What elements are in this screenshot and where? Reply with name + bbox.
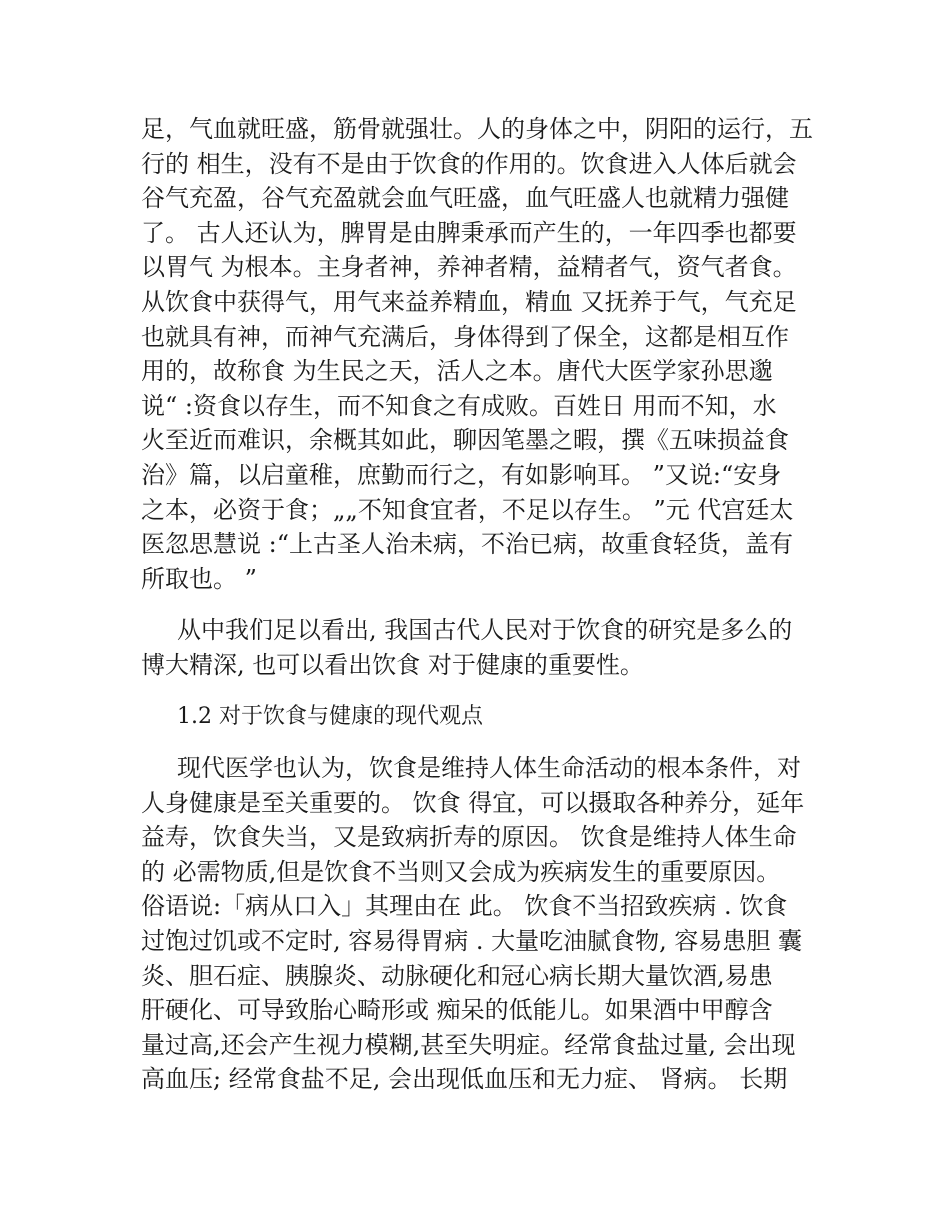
text-line: 过饱过饥或不定时, 容易得胃病 . 大量吃油腻食物, 容易患胆 囊 [141, 927, 803, 956]
text-line: 高血压; 经常食盐不足, 会出现低血压和无力症、 肾病。 长期 [141, 1065, 788, 1094]
paragraph-conclusion [141, 613, 813, 682]
text-line: 行的 相生，没有不是由于饮食的作用的。饮食进入人体后就会 [141, 149, 797, 178]
text-line: 益寿，饮食失当，又是致病折寿的原因。 饮食是维持人体生命 [141, 823, 797, 852]
paragraph-modern-views [141, 751, 813, 1097]
text-line: 现代医学也认为，饮食是维持人体生命活动的根本条件，对 [177, 754, 801, 783]
text-line: 火至近而难识，余概其如此，聊因笔墨之暇，撰《五味损益食 [141, 426, 789, 455]
text-line: 也就具有神，而神气充满后，身体得到了保全，这都是相互作 [141, 322, 789, 351]
text-line: 了。 古人还认为，脾胃是由脾秉承而产生的，一年四季也都要 [141, 218, 797, 247]
text-line: 人身健康是至关重要的。 饮食 得宜，可以摄取各种养分，延年 [141, 788, 805, 817]
text-line: 治》篇，以启童稚，庶勤而行之，有如影响耳。 ”又说:“安身 [141, 460, 782, 489]
text-line: 从饮食中获得气，用气来益养精血，精血 又抚养于气，气充足 [141, 287, 797, 316]
text-line: 的 必需物质,但是饮食不当则又会成为疾病发生的重要原因。 [141, 857, 781, 886]
text-line: 医忽思慧说 :“上古圣人治未病，不治已病，故重食轻货，盖有 [141, 530, 793, 559]
text-line: 炎、胆石症、胰腺炎、动脉硬化和冠心病长期大量饮酒,易患 [141, 961, 773, 990]
paragraph-ancient-views [141, 112, 813, 596]
text-line: 足，气血就旺盛，筋骨就强壮。人的身体之中，阴阳的运行，五 [141, 115, 813, 143]
text-line: 俗语说:「病从口入」其理由在 此。 饮食不当招致疾病 . 饮食 [141, 892, 788, 921]
text-line: 之本，必资于食；„„不知食宜者，不足以存生。 ”元 代宫廷太 [141, 495, 794, 524]
text-line: 肝硬化、可导致胎心畸形或 痴呆的低能儿。如果酒中甲醇含 [141, 996, 773, 1025]
text-line: 所取也。 ” [141, 564, 257, 593]
text-line: 谷气充盈，谷气充盈就会血气旺盛，血气旺盛人也就精力强健 [141, 184, 789, 213]
text-line: 以胃气 为根本。主身者神，养神者精，益精者气，资气者食。 [141, 253, 797, 282]
section-heading-text: 1.2 对于饮食与健康的现代观点 [177, 703, 483, 729]
document-page [141, 112, 813, 1097]
text-line: 用的，故称食 为生民之天，活人之本。唐代大医学家孙思邈 [141, 357, 773, 386]
text-line: 博大精深, 也可以看出饮食 对于健康的重要性。 [141, 650, 644, 679]
section-heading [141, 700, 813, 735]
text-line: 从中我们足以看出, 我国古代人民对于饮食的研究是多么的 [177, 616, 793, 645]
text-line: 说“ :资食以存生，而不知食之有成败。百姓日 用而不知，水 [141, 391, 777, 420]
text-line: 量过高,还会产生视力模糊,甚至失明症。经常食盐过量, 会出现 [141, 1030, 796, 1059]
